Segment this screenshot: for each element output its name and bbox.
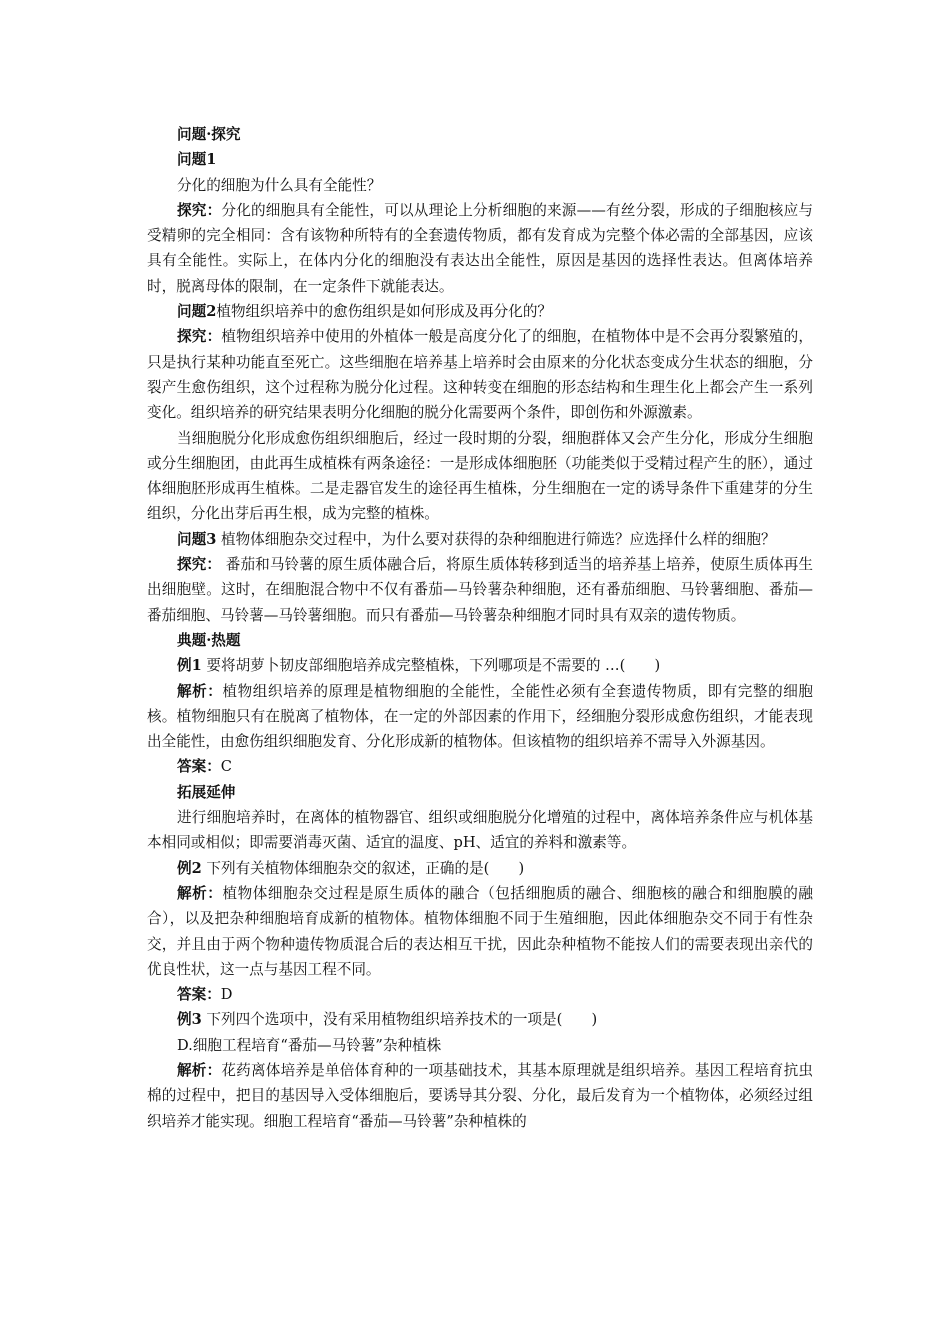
example-2-answer: 答案：D (177, 986, 233, 1004)
section-heading-typical: 典题·热题 (177, 631, 241, 649)
question-3: 问题3 植物体细胞杂交过程中，为什么要对获得的杂种细胞进行筛选？应选择什么样的细胞？ (177, 530, 776, 548)
example-3-analysis: 解析：花药离体培养是单倍体育种的一项基础技术，其基本原理就是组织培养。基因工程培育抗虫棉的过程中，把目的基因导入受体细胞后，要诱导其分裂、分化，最后发育为一个植物体，必须经过组织培养才能实现。细胞工程培育“番茄—马铃薯”杂种植株的 (147, 1061, 813, 1130)
question-1-label: 问题1 (177, 151, 217, 169)
section-heading-inquiry: 问题·探究 (177, 126, 241, 143)
question-3-explore: 探究： 番茄和马铃薯的原生质体融合后，将原生质体转移到适当的培养基上培养，使原生质体再生出细胞壁。这时，在细胞混合物中不仅有番茄—马铃薯杂种细胞，还有番茄细胞、马铃薯细胞、番茄—番茄细胞、马铃薯—马铃薯细胞。而只有番茄—马铃薯杂种细胞才同时具有双亲的遗传物质。 (147, 556, 813, 624)
example-3-question: 例3 下列四个选项中，没有采用植物组织培养技术的一项是( ) (177, 1011, 598, 1029)
example-1-question: 例1 要将胡萝卜韧皮部细胞培养成完整植株，下列哪项是不需要的 …( ) (177, 657, 661, 675)
question-2-paragraph-2: 当细胞脱分化形成愈伤组织细胞后，经过一段时期的分裂，细胞群体又会产生分化，形成分生细胞或分生细胞团，由此再生成植株有两条途径：一是形成体细胞胚（功能类似于受精过程产生的胚），通过体细胞胚形成再生植株。二是走器官发生的途径再生植株，分生细胞在一定的诱导条件下重建芽的分生组织，分化出芽后再生根，成为完整的植株。 (147, 429, 813, 523)
example-1-answer: 答案：C (177, 758, 232, 776)
example-2-question: 例2 下列有关植物体细胞杂交的叙述，正确的是( ) (177, 859, 525, 877)
question-2-explore: 探究：植物组织培养中使用的外植体一般是高度分化了的细胞，在植物体中是不会再分裂繁殖的，只是执行某种功能直至死亡。这些细胞在培养基上培养时会由原来的分化状态变成分生状态的细胞，分裂产生愈伤组织，这个过程称为脱分化过程。这种转变在细胞的形态结构和生理生化上都会产生一系列变化。组织培养的研究结果表明分化细胞的脱分化需要两个条件，即创伤和外源激素。 (147, 328, 813, 422)
extension-heading: 拓展延伸 (177, 783, 236, 801)
question-1-explore: 探究：分化的细胞具有全能性，可以从理论上分析细胞的来源——有丝分裂，形成的子细胞核应与受精卵的完全相同：含有该物种所特有的全套遗传物质，都有发育成为完整个体必需的全部基因，应该具有全能性。实际上，在体内分化的细胞没有表达出全能性，原因是基因的选择性表达。但离体培养时，脱离母体的限制，在一定条件下就能表达。 (147, 201, 813, 295)
extension-text: 进行细胞培养时，在离体的植物器官、组织或细胞脱分化增殖的过程中，离体培养条件应与机体基本相同或相似；即需要消毒灭菌、适宜的温度、pH、适宜的养料和激素等。 (147, 809, 813, 852)
document-body (147, 122, 813, 1134)
question-1-text: 分化的细胞为什么具有全能性？ (177, 176, 382, 194)
example-3-option-d: D.细胞工程培育“番茄—马铃薯”杂种植株 (177, 1036, 442, 1054)
example-2-analysis: 解析：植物体细胞杂交过程是原生质体的融合（包括细胞质的融合、细胞核的融合和细胞膜的融合），以及把杂种细胞培育成新的植物体。植物体细胞不同于生殖细胞，因此体细胞杂交不同于有性杂交，并且由于两个物种遗传物质混合后的表达相互干扰，因此杂种植物不能按人们的需要表现出亲代的优良性状，这一点与基因工程不同。 (147, 884, 813, 978)
example-1-analysis: 解析：植物组织培养的原理是植物细胞的全能性，全能性必须有全套遗传物质，即有完整的细胞核。植物细胞只有在脱离了植物体，在一定的外部因素的作用下，经细胞分裂形成愈伤组织，才能表现出全能性，由愈伤组织细胞发育、分化形成新的植物体。但该植物的组织培养不需导入外源基因。 (147, 682, 813, 751)
question-2: 问题2植物组织培养中的愈伤组织是如何形成及再分化的？ (177, 303, 553, 321)
